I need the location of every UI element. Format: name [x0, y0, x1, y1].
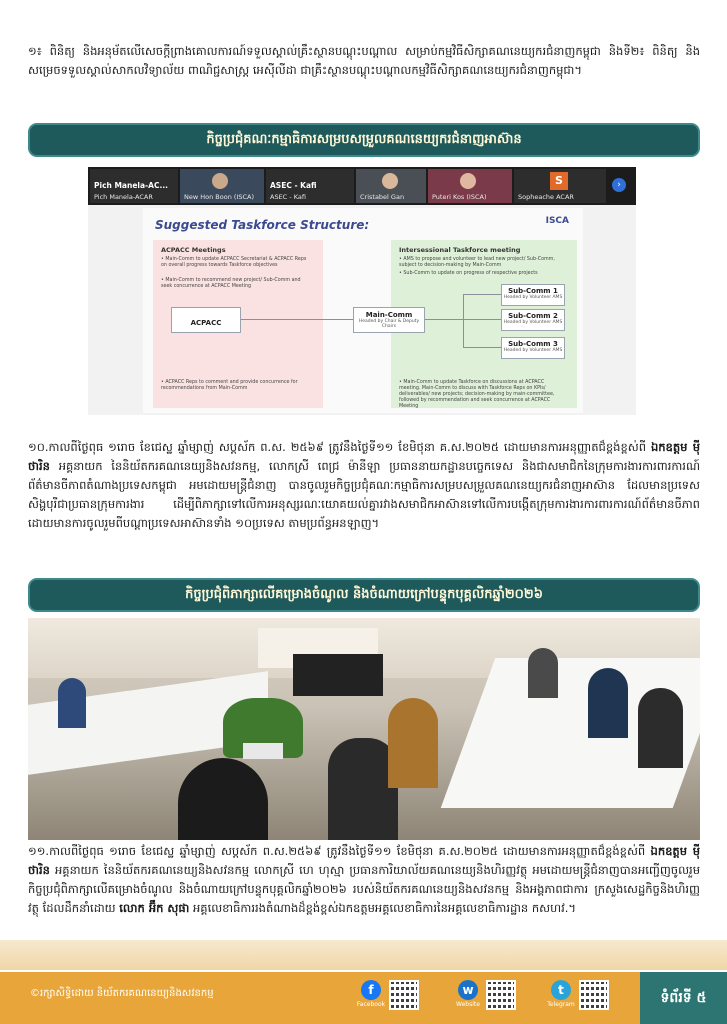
- photo-screen: [293, 654, 383, 696]
- paragraph-11-bold: ឯកឧត្តម ម៉ី ថារិន: [28, 844, 700, 877]
- section-title-asean-committee: កិច្ចប្រជុំគណៈកម្មាធិការសម្របសម្រួលគណនេយ្យករជំនាញអាស៊ាន: [28, 123, 700, 157]
- sub-comm-node: [501, 337, 565, 359]
- photo-projector: [243, 743, 283, 759]
- connector-line: [463, 294, 501, 295]
- intersessional-bottom-note: • Main-Comm to update Taskforce on discussions at ACPACC meeting. Main-Comm to discuss with Taskforce Reps on KPIs/ deliverables/ new projects; decision-making by main-committee, followed by recommendation and seek concurrence at ACPACC Meeting: [399, 380, 555, 409]
- connector-line: [239, 319, 353, 320]
- website-qr-code: [486, 980, 516, 1010]
- intersessional-bullet: • Sub-Comm to update on progress of respective projects: [399, 271, 538, 276]
- photo-person: [528, 648, 558, 698]
- slide-title: Suggested Taskforce Structure:: [155, 218, 370, 232]
- participant-avatar: S: [550, 172, 568, 190]
- meeting-photo: [28, 618, 700, 840]
- paragraph-11-bold: លោក អ៊ឹក សុផា: [119, 901, 190, 915]
- copyright-text: ©រក្សាសិទ្ធិដោយ និយ័តករគណនេយ្យនិងសវនកម្ម: [30, 988, 214, 999]
- main-comm-node: [353, 307, 425, 333]
- participant-tile: [356, 169, 426, 203]
- participant-tile: [428, 169, 512, 203]
- connector-line: [423, 319, 463, 320]
- facebook-label: Facebook: [356, 1001, 386, 1008]
- participant-face: [212, 173, 228, 189]
- participant-face: [382, 173, 398, 189]
- sub-comm-node: [501, 309, 565, 331]
- participant-tile: [90, 169, 178, 203]
- photo-chair: [178, 758, 268, 840]
- paragraph-11: [28, 842, 700, 918]
- acpacc-bullet: • Main-Comm to recommend new project/ Sub-Comm and seek concurrence at ACPACC Meeting: [161, 278, 301, 289]
- sub-comm-sub: Headed by Volunteer AMS: [503, 320, 563, 325]
- participant-bar: [88, 167, 636, 205]
- acpacc-bottom-note: • ACPACC Reps to comment and provide concurrence for recommendations from Main-Comm: [161, 380, 298, 391]
- sub-comm-sub: Headed by Volunteer AMS: [503, 348, 563, 353]
- participant-name: ASEC - Kafi: [270, 193, 306, 201]
- paragraph-11-text: អគ្គលេខាធិការរងតំណាងដ៏ខ្ពង់ខ្ពស់ឯកឧត្តមអគ្គលេខាធិការនៃអគ្គលេខាធិការដ្ឋាន កសហវ.។: [189, 901, 576, 915]
- participant-name: Sopheache ACAR: [518, 193, 574, 201]
- website-link[interactable]: [450, 980, 486, 1008]
- decorative-border: [0, 940, 727, 970]
- participant-title: ASEC - Kafi: [270, 181, 317, 190]
- acpacc-bullet: • Main-Comm to update ACPACC Secretariat & ACPACC Reps on overall progress towards Taskforce objectives: [161, 257, 307, 268]
- participant-name: Puteri Kos (ISCA): [432, 193, 487, 201]
- paragraph-11-text: អគ្គនាយក នៃនិយ័តករគណនេយ្យនិងសវនកម្ម លោកស្រី ហេ ហុស្មា ប្រធានការិយាល័យគណនេយ្យនិងហិរញ្ញវត្ថុ អមដោយមន្ត្រីជំនាញបានអញ្ជើញចូលរួមកិច្ចប្រជុំពិភាក្សាលើគម្រោងចំណូល និងចំណាយក្រៅបន្ទុកបុគ្គលិកឆ្នាំ២០២៦ របស់និយ័តករគណនេយ្យនិងសវនកម្ម និងអង្គភាពជាការ ក្រសួងសេដ្ឋកិច្ចនិងហិរញ្ញវត្ថុ ដែលដឹកនាំដោយ: [28, 863, 700, 915]
- sub-comm-node: [501, 284, 565, 306]
- page-number: ទំព័រទី ៥: [640, 972, 727, 1024]
- main-comm-label: Main-Comm: [365, 311, 413, 319]
- participant-face: [460, 173, 476, 189]
- photo-person: [588, 668, 628, 738]
- sub-comm-sub: Headed by Volunteer AMS: [503, 295, 563, 300]
- globe-icon: w: [458, 980, 478, 1000]
- participant-tile: [266, 169, 354, 203]
- isca-logo: ISCA: [545, 216, 569, 226]
- telegram-link[interactable]: [543, 980, 579, 1008]
- acpacc-node-label: ACPACC: [190, 319, 222, 327]
- telegram-qr-code: [579, 980, 609, 1010]
- photo-person: [58, 678, 86, 728]
- participant-name: Cristabel Gan: [360, 193, 405, 201]
- facebook-icon: f: [361, 980, 381, 1000]
- intersessional-bullet: • AMS to propose and volunteer to lead new project/ Sub-Comm, subject to decision-making by Main-Comm: [399, 257, 555, 268]
- paragraph-10: [28, 438, 700, 533]
- photo-person: [638, 688, 683, 768]
- participant-title: Pich Manela-AC...: [94, 181, 169, 190]
- website-label: Website: [456, 1001, 480, 1008]
- connector-line: [463, 347, 501, 348]
- acpacc-node: [171, 307, 241, 333]
- intersessional-heading: Intersessional Taskforce meeting: [399, 246, 521, 254]
- participant-name: Pich Manela-ACAR: [94, 193, 153, 201]
- facebook-qr-code: [389, 980, 419, 1010]
- paragraph-10-text: ១០.កាលពីថ្ងៃពុធ ១រោច ខែជេស្ឋ ឆ្នាំម្សាញ់ សប្តស័ក ព.ស. ២៥៦៩ ត្រូវនឹងថ្ងៃទី១១ ខែមិថុនា គ.ស.២០២៥ ដោយមានការអនុញ្ញាតជ៏ខ្ពង់ខ្ពស់ពី: [28, 440, 651, 454]
- participant-tile: [514, 169, 606, 203]
- next-page-icon[interactable]: ›: [612, 178, 626, 192]
- sub-comm-label: Sub-Comm 3: [508, 340, 558, 348]
- video-call-screenshot: [88, 167, 636, 415]
- presentation-slide: [143, 208, 583, 413]
- intro-paragraph: ១៖ ពិនិត្យ និងអនុម័តលើសេចក្តីព្រាងគោលការណ៍ទទួលស្គាល់គ្រឹះស្ថានបណ្តុះបណ្តាល សម្រាប់កម្មវិធីសិក្សាគណនេយ្យករជំនាញកម្ពុជា និងទី២៖ ពិនិត្យ និងសម្រេចទទួលស្គាល់សាកលវិទ្យាល័យ ពាណិជ្ជសាស្ត្រ អេស៊ីលីដា ជាគ្រឹះស្ថានបណ្តុះបណ្តាលកម្មវិធីសិក្សាគណនេយ្យករជំនាញកម្ពុជា។: [28, 44, 700, 77]
- section-title-budget-meeting: កិច្ចប្រជុំពិភាក្សាលើគម្រោងចំណូល និងចំណាយក្រៅបន្ទុកបុគ្គលិកឆ្នាំ២០២៦: [28, 578, 700, 612]
- telegram-icon: t: [551, 980, 571, 1000]
- main-comm-sub: Headed by Chair & Deputy Chairs: [358, 319, 420, 329]
- acpacc-meetings-heading: ACPACC Meetings: [161, 246, 226, 254]
- sub-comm-label: Sub-Comm 2: [508, 312, 558, 320]
- connector-line: [463, 294, 464, 348]
- paragraph-10-bold: ឯកឧត្តម ម៉ី ថារិន: [28, 440, 701, 473]
- participant-name: New Hon Boon (ISCA): [184, 193, 254, 201]
- photo-person: [388, 698, 438, 788]
- paragraph-10-text: អគ្គនាយក នៃនិយ័តករគណនេយ្យនិងសវនកម្ម, លោកស្រី ពេជ្រ ម៉ានីឡា ប្រធាននាយកដ្ឋានបច្ចេកទេស និងជាសមាជិកនៃក្រុមការងារការពារការណ៍ព័ត៌មានចីភាពតំណាងប្រទេសកម្ពុជា អមដោយមន្ត្រីជំនាញ បានចូលរួមកិច្ចប្រជុំគណៈកម្មាធិការសម្របសម្រួលគណនេយ្យករជំនាញអាស៊ាន ដែលមានប្រទេសសិង្ហបុរីជាប្រធានក្រុមការងារ ដើម្បីពិភាក្សាទៅលើការអនុស្សរណៈយោគយល់គ្នារវាងសមាជិកអាស៊ានទៅលើការបង្កើតក្រុមការងារការពារការណ៍ព័ត៌មានចីភាពដោយមានការចូលរួមពីបណ្តាប្រទេសអាស៊ានទាំង ១០ប្រទេស តាមប្រព័ន្ធអនឡាញ។: [28, 459, 700, 530]
- facebook-link[interactable]: [353, 980, 389, 1008]
- participant-tile: [180, 169, 264, 203]
- paragraph-11-text: ១១.កាលពីថ្ងៃពុធ ១រោច ខែជេស្ឋ ឆ្នាំម្សាញ់ សប្តស័ក ព.ស.២៥៦៩ ត្រូវនឹងថ្ងៃទី១១ ខែមិថុនា គ.ស.២០២៥ ដោយមានការអនុញ្ញាតជ៏ខ្ពង់ខ្ពស់ពី: [28, 844, 651, 858]
- sub-comm-label: Sub-Comm 1: [508, 287, 558, 295]
- telegram-label: Telegram: [547, 1001, 575, 1008]
- connector-line: [463, 319, 501, 320]
